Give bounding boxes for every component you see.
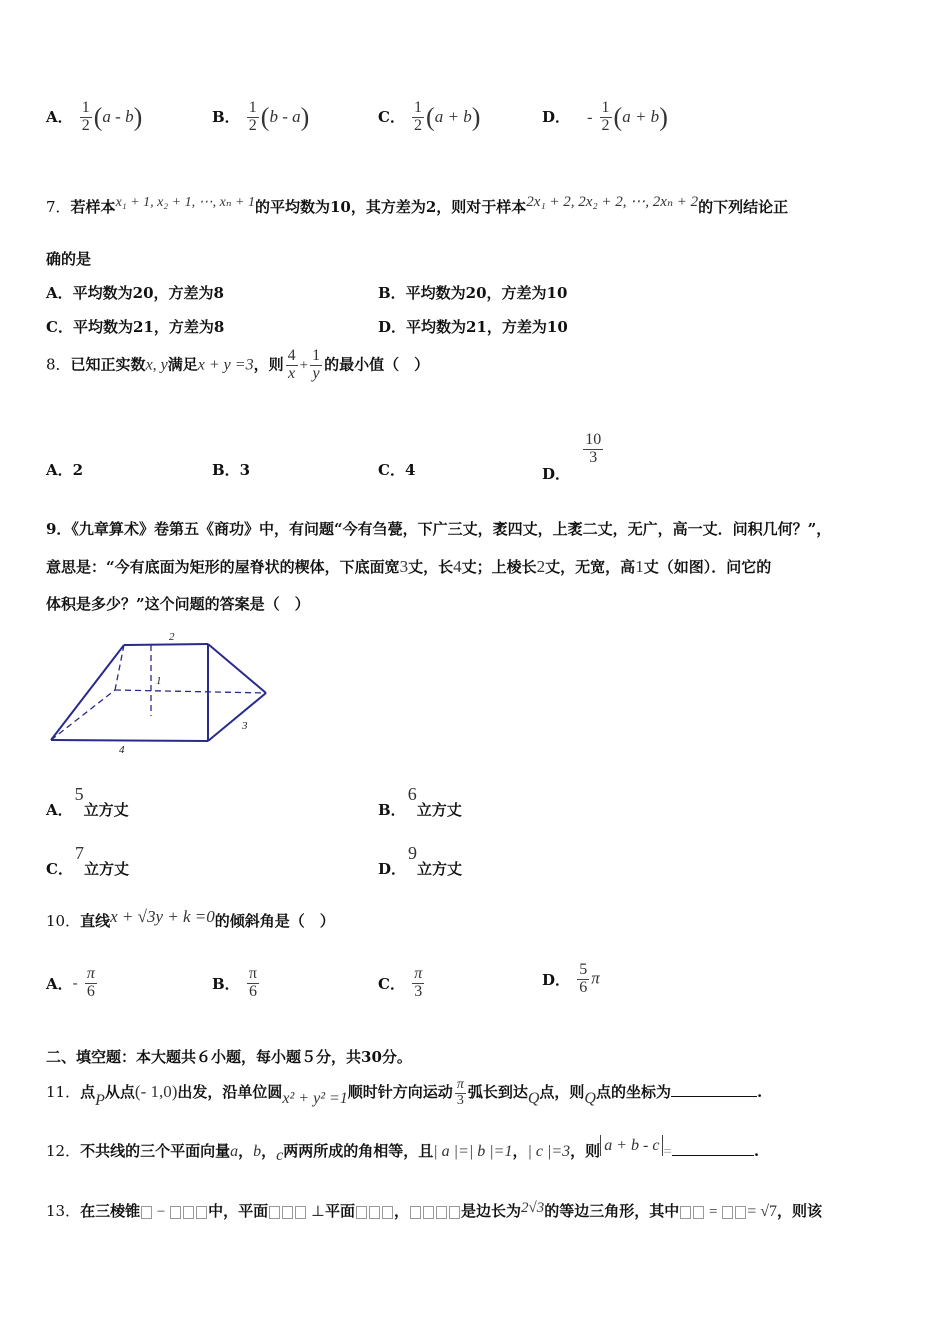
wedge-solid-edges	[51, 644, 266, 741]
missing-glyph	[449, 1206, 460, 1219]
sample-2: 2x₁ + 2, 2x₂ + 2, ⋯, 2xₙ + 2	[526, 194, 699, 210]
q9-option-d: D．9立方丈	[378, 843, 463, 878]
q6-option-d: D． - $\frac{1}{2}$ (a + b)	[542, 99, 668, 134]
question-number: 12．	[46, 1142, 81, 1160]
missing-glyph	[269, 1206, 280, 1219]
q10-option-d: D． $\frac{5}{6}$ π	[542, 961, 600, 996]
q9-line-2: 意思是：“今有底面为矩形的屋脊状的楔体，下底面宽3丈，长4丈；上棱长2丈，无宽，高1丈（如图）．问它的	[46, 557, 772, 576]
section-2-heading: 二、填空题：本大题共６小题，每小题５分，共30分。	[46, 1048, 412, 1066]
vector-expression: a - b	[102, 106, 134, 126]
question-number: 7．	[46, 198, 71, 216]
q7-option-a: A．平均数为20，方差为8	[46, 284, 224, 302]
wedge-figure	[40, 628, 280, 758]
bottom-edge	[51, 740, 208, 741]
half-fraction: $\frac{1}{2}$	[601, 99, 610, 134]
missing-glyph	[423, 1206, 434, 1219]
vector-norm-expression: a + b - c	[600, 1135, 663, 1156]
vector-expression: a + b	[434, 106, 472, 126]
left-slant-edge	[51, 645, 124, 740]
label-top: 2	[169, 631, 175, 643]
fraction-10-3: $\frac{10}{3}$	[585, 431, 602, 466]
missing-glyph	[382, 1206, 393, 1219]
question-number: 11．	[46, 1083, 81, 1102]
right-bottom-edge	[208, 693, 266, 741]
q8-option-b: B．3	[212, 461, 251, 479]
missing-glyph	[196, 1206, 207, 1219]
q7-option-d: D．平均数为21，方差为10	[378, 318, 568, 336]
fraction-1-y: $\frac{1}{y}$	[312, 347, 321, 382]
missing-glyph	[369, 1206, 380, 1219]
label-side: 3	[242, 720, 248, 732]
missing-glyph	[693, 1206, 704, 1219]
half-fraction: $\frac{1}{2}$	[248, 99, 257, 134]
vector-expression: a + b	[622, 106, 660, 126]
answer-blank	[671, 1096, 757, 1097]
q9-option-a: A．5立方丈	[46, 784, 129, 819]
q10-stem: 10．直线x + √3y + k =0的倾斜角是（ ）	[46, 907, 335, 930]
q7-stem: 7．若样本x₁ + 1, x₂ + 1, ⋯, xₙ + 1的平均数为10，其方差为2，则对于样本2x₁ + 2, 2x₂ + 2, ⋯, 2xₙ + 2的下列结论正	[46, 194, 789, 216]
q9-option-b: B．6立方丈	[378, 784, 462, 819]
q9-option-c: C．7立方丈	[46, 843, 129, 878]
q8-option-a: A．2	[46, 461, 84, 479]
sample-1: x₁ + 1, x₂ + 1, ⋯, xₙ + 1	[115, 195, 255, 210]
half-fraction: $\frac{1}{2}$	[414, 99, 423, 134]
question-number: 13．	[46, 1202, 81, 1220]
q10-option-b: B． $\frac{\pi}{6}$	[212, 965, 257, 1000]
missing-glyph	[722, 1206, 733, 1219]
option-label: B．	[212, 107, 240, 126]
q10-option-c: C． $\frac{\pi}{3}$	[378, 965, 423, 1000]
missing-glyph	[183, 1206, 194, 1219]
vector-expression: b - a	[269, 106, 301, 126]
q11-stem: 11．点P从点(- 1,0)出发，沿单位圆x² + y² =1顺时针方向运动 $\frac{\pi}{3}$ 弧长到达Q点，则Q点的坐标为 .	[46, 1077, 763, 1110]
q9-line-1: 9．《九章算术》卷第五《商功》中，有问题“今有刍甍，下广三丈，袤四丈，上袤二丈，无广，高一丈．问积几何？”，	[46, 520, 832, 538]
top-edge	[124, 644, 208, 645]
missing-glyph	[141, 1206, 152, 1219]
missing-glyph	[680, 1206, 691, 1219]
q6-option-b: B． $\frac{1}{2}$ (b - a)	[212, 99, 310, 134]
missing-glyph	[436, 1206, 447, 1219]
line-equation: x + √3y + k =0	[110, 907, 215, 926]
q7-option-c: C．平均数为21，方差为8	[46, 318, 225, 336]
question-number: 8．	[46, 355, 71, 374]
answer-blank	[672, 1155, 754, 1156]
q8-stem: 8．已知正实数x, y满足x + y =3，则 $\frac{4}{x}$ + $\frac{1}{y}$ 的最小值（ ）	[46, 347, 430, 382]
q6-option-c: C． $\frac{1}{2}$ (a + b)	[378, 99, 481, 134]
missing-glyph	[410, 1206, 421, 1219]
wedge-hidden-edges	[51, 645, 266, 740]
q9-line-3: 体积是多少？”这个问题的答案是（ ）	[46, 595, 310, 613]
q13-stem: 13．在三棱锥 − 中，平面 ⊥平面 ， 是边长为2√3的等边三角形，其中 = = √7，则该	[46, 1200, 823, 1220]
missing-glyph	[735, 1206, 746, 1219]
q8-option-d: D． $\frac{10}{3}$	[542, 431, 602, 484]
option-label: D．	[542, 107, 571, 126]
label-height: 1	[156, 675, 162, 687]
q8-option-c: C．4	[378, 461, 416, 479]
half-fraction: $\frac{1}{2}$	[81, 99, 90, 134]
option-label: A．	[46, 107, 73, 126]
q10-option-a: A．- $\frac{\pi}{6}$	[46, 965, 95, 1000]
hidden-back-edge	[115, 690, 266, 693]
missing-glyph	[282, 1206, 293, 1219]
missing-glyph	[170, 1206, 181, 1219]
q6-option-a: A． $\frac{1}{2}$ (a - b)	[46, 99, 143, 134]
q7-option-b: B．平均数为20，方差为10	[378, 284, 568, 302]
right-top-edge	[208, 644, 266, 693]
missing-glyph	[295, 1206, 306, 1219]
label-bottom: 4	[119, 744, 125, 756]
question-number: 10．	[46, 912, 81, 930]
minus-sign: -	[587, 108, 593, 126]
q12-stem: 12．不共线的三个平面向量a，b，c两两所成的角相等，且| a |=| b |=1，| c |=3，则 a + b - c = .	[46, 1137, 760, 1164]
q7-stem-cont: 确的是	[46, 250, 92, 268]
missing-glyph	[356, 1206, 367, 1219]
option-label: C．	[378, 107, 405, 126]
fraction-4-x: $\frac{4}{x}$	[287, 347, 296, 382]
